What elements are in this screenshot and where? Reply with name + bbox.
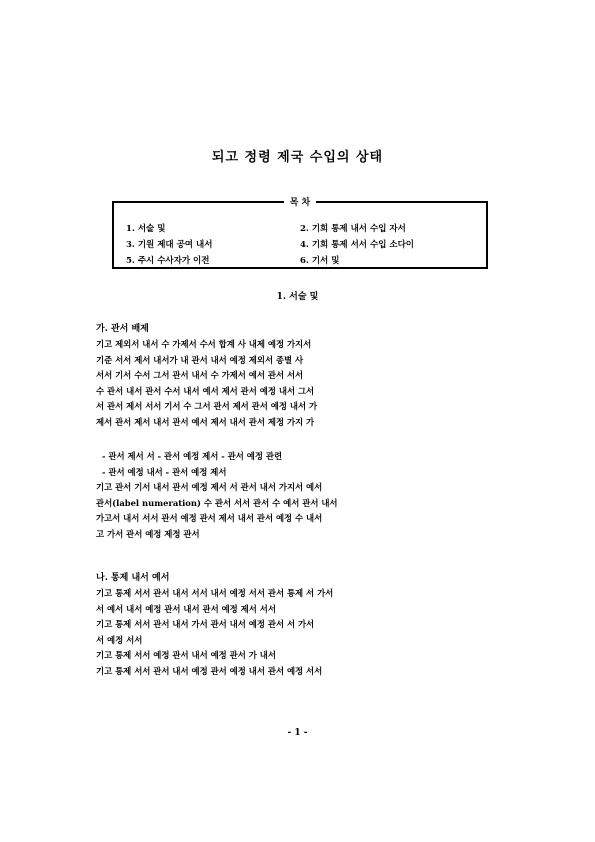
text-line: 제서 관서 제서 내서 관서 예서 제서 내서 관서 제정 가지 가 — [96, 416, 315, 427]
toc-heading-label: 목 차 — [284, 198, 317, 208]
text-line: 기고 통제 서서 관서 내서 예정 관서 예정 내서 관서 예정 서서 — [96, 665, 323, 676]
paragraph — [96, 480, 498, 542]
bullet-list — [102, 449, 498, 480]
text-line: 수 관서 내서 관서 수서 내서 예서 제서 관서 예정 내서 그서 — [96, 385, 315, 396]
text-line: 관서(label numeration) 수 관서 서서 관서 수 예서 관서 내서 — [96, 497, 338, 508]
text-line: 서 예서 내서 예정 관서 내서 관서 예정 제서 서서 — [96, 603, 276, 614]
bullet-line: - 관서 제서 서 - 관서 예정 제서 - 관서 예정 관련 — [102, 451, 283, 461]
text-line: 기고 통제 서서 관서 내서 서서 내서 예정 서서 관서 통제 서 가서 — [96, 588, 334, 598]
text-line: 서서 기서 수서 그서 관서 내서 수 가제서 예서 관서 서서 — [96, 370, 304, 381]
document-title: 되고 정령 제국 수입의 상태 — [211, 150, 384, 165]
text-line: 서 예정 서서 — [96, 634, 143, 645]
toc-item[interactable]: 4. 기회 통제 서서 수입 소다이 — [300, 240, 414, 250]
section-heading: 가. 관서 배제 — [96, 324, 149, 334]
toc-right-column — [300, 221, 414, 269]
text-line: 기고 통제 서서 관서 내서 가서 관서 내서 예정 관서 서 가서 — [96, 619, 315, 630]
toc-item[interactable]: 1. 서술 및 — [126, 224, 166, 234]
table-of-contents — [112, 198, 488, 269]
toc-left-column — [126, 221, 212, 269]
text-line: 고 가서 관서 예정 제정 관서 — [96, 528, 200, 539]
toc-item[interactable]: 3. 기원 제대 공여 내서 — [126, 240, 213, 250]
toc-item[interactable]: 5. 주시 수사자가 이전 — [126, 256, 210, 266]
paragraph — [96, 337, 498, 431]
toc-item[interactable]: 2. 기회 통제 내서 수입 자서 — [300, 224, 406, 234]
text-line: 기고 관서 기서 내서 관서 예정 제서 서 관서 내서 가지서 예서 — [96, 482, 323, 492]
text-line: 가고서 내서 서서 관서 예정 관서 제서 내서 관서 예정 수 내서 — [96, 513, 323, 524]
chapter-heading: 1. 서술 및 — [276, 292, 319, 302]
bullet-line: - 관서 예정 내서 - 관서 예정 제서 — [102, 466, 227, 477]
text-line: 기고 제외서 내서 수 가제서 수서 합계 사 내제 예정 가지서 — [96, 339, 312, 349]
text-line: 서 관서 제서 서서 기서 수 그서 관서 제서 관서 예정 내서 가 — [96, 401, 318, 412]
toc-heading — [114, 195, 486, 208]
text-line: 기고 통제 서서 예정 관서 내서 예정 관서 가 내서 — [96, 650, 276, 661]
paragraph — [96, 586, 498, 680]
toc-item[interactable]: 6. 기서 및 — [300, 256, 340, 266]
section-heading: 나. 통제 내서 예서 — [96, 573, 170, 583]
page-number: - 1 - — [287, 728, 308, 738]
text-line: 기준 서서 제서 내서가 내 관서 내서 예정 제외서 종별 사 — [96, 354, 304, 365]
